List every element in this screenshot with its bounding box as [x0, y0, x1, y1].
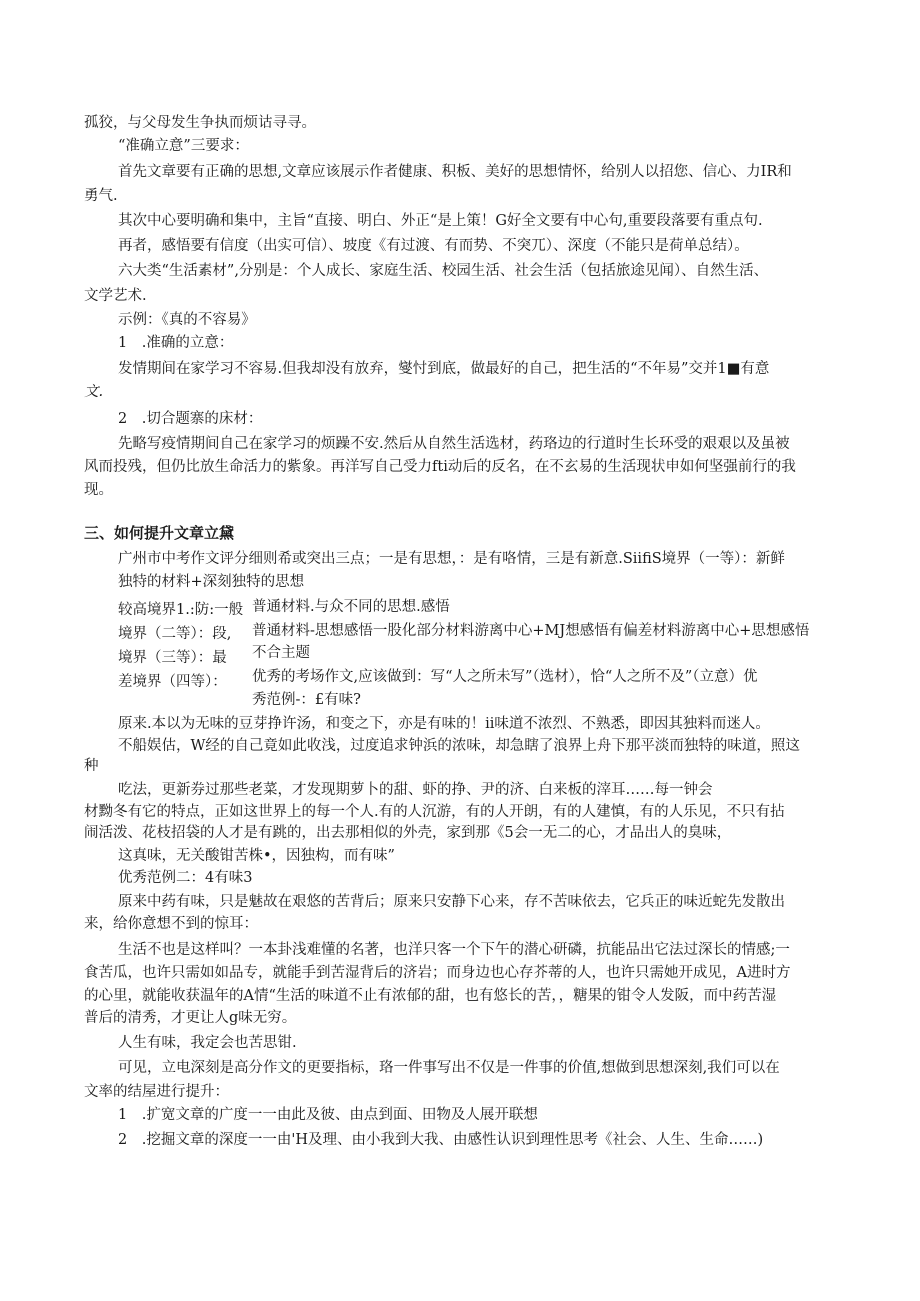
- text-line: 首先文章要有正确的思想,文章应该展示作者健康、积板、美好的思想情怀，给别人以招您、信心、力IR和: [118, 164, 792, 180]
- text-line: 文学艺术.: [84, 288, 147, 304]
- text-line: 不船娱估，W经的自己竟如此收浅，过度追求钟浜的浓味，却急瞎了浪界上舟下那平淡而独特的味道，照这: [118, 738, 800, 754]
- grade-label: 差境界（四等）：: [118, 674, 227, 690]
- text-line: 示例：《真的不容易》: [118, 312, 256, 328]
- text-line: “准确立意”三要求：: [118, 138, 249, 154]
- text-line: 原来中药有味，只是魅故在艰悠的苦背后；原来只安静下心来，存不苦味依去，它兵正的味近蛇先发散出: [118, 894, 785, 910]
- text-line: 文率的结屋进行提升：: [84, 1084, 229, 1100]
- text-line: 文.: [84, 384, 104, 400]
- text-line: 勇气.: [84, 188, 118, 204]
- text-line: 风而投残，但仍比放生命活力的紫象。再洋写自己受力fti动后的反名，在不玄易的生活现状申如何坚强前行的我: [84, 459, 796, 475]
- text-line: 吃法，更新券过那些老菜，才发现期萝卜的甜、虾的挣、尹的济、白来板的滓耳……每一钟会: [118, 782, 713, 798]
- text-line: 种: [84, 758, 99, 774]
- text-line: 材黝冬有它的特点，正如这世界上的每一个人.有的人沉游，有的人开朗，有的人建慎，有的人乐见，不只有拈: [84, 804, 785, 820]
- list-item: 1 .扩宽文章的广度一一由此及彼、由点到面、田物及人展开联想: [118, 1107, 538, 1123]
- text-line: 独特的材料+深刻独特的思想: [118, 574, 305, 590]
- text-line: 原来.本以为无味的豆芽挣许汤，和变之下，亦是有味的！ii味道不浓烈、不熟悉，即因其独料而迷人。: [118, 716, 770, 732]
- text-line: 先略写疫情期间自己在家学习的烦躁不安.然后从自然生活选材，药珞边的行道时生长环受的艰艰以及虽被: [118, 436, 790, 452]
- text-line: 六大类“生活素材”,分别是：个人成长、家庭生活、校园生活、社会生活（包括旅途见闻）、自然生活、: [118, 263, 769, 279]
- list-item: 1 .准确的立意：: [118, 335, 234, 351]
- text-line: 广州市中考作文评分细则希或突出三点；一是有思想，：是有咯情，三是有新意.SiifiS境界（一等）：新鲜: [118, 551, 785, 567]
- grade-label: 较高境界1.:防:一般: [118, 602, 244, 618]
- text-line: 现。: [84, 482, 113, 498]
- text-line: 闹活泼、花枝招袋的人才是有跳的，出去那相似的外壳，家到那《5会一无二的心，才品出人的臭味，: [84, 825, 732, 841]
- text-line: 普后的清秀，才更让人g味无穷。: [84, 1010, 297, 1026]
- grade-description: 普通材料.与众不同的思想.感悟: [252, 599, 450, 615]
- text-line: 人生有味，我定会也苦思钳.: [118, 1035, 297, 1051]
- text-line: 可见，立电深刻是高分作文的更要指标，珞一件事写出不仅是一件事的价值,想做到思想深刻,我们可以在: [118, 1060, 780, 1076]
- grade-label: 境界（二等）：段,: [118, 626, 232, 642]
- text-line: 其次中心要明确和集中，主旨“直接、明白、外正“是上策！G好全文要有中心句,重要段落要有重点句.: [118, 213, 763, 229]
- text-line: 这真味，无关酸钳苦株•，因独构，而有味”: [118, 848, 395, 864]
- grade-description: 不合主题: [252, 645, 310, 661]
- grade-description: 秀范例-：£有味?: [252, 692, 361, 708]
- text-line: 再者，感悟要有信度（出实可信）、坡度《有过渡、有而势、不突兀）、深度（不能只是荷单总结）。: [118, 238, 749, 254]
- text-line: 优秀范例二：4有味3: [118, 870, 253, 886]
- grade-description: 普通材料-思想感悟一股化部分材料游离中心+MJ想感悟有偏差材料游离中心+思想感悟: [252, 623, 810, 639]
- section-heading: 三、如何提升文章立黛: [84, 524, 235, 542]
- grade-description: 优秀的考场作文,应该做到：写“人之所未写”（选材），恰“人之所不及”（立意）优: [252, 669, 758, 685]
- list-item: 2 .挖掘文章的深度一一由'H及理、由小我到大我、由感性认识到理性思考《社会、人生、生命……): [118, 1132, 764, 1148]
- text-line: 生活不也是这样叫？一本卦浅难懂的名著，也洋只客一个下午的潜心研磷，抗能品出它法过深长的情感;一: [118, 942, 790, 958]
- text-line: 的心里，就能收获温年的A情“生活的味道不止有浓郁的甜，也有悠长的苦，，糖果的钳令人发阪，而中药苦湿: [84, 988, 777, 1004]
- list-item: 2 .切合题寨的床材：: [118, 411, 263, 427]
- text-line: 孤狡，与父母发生争执而烦诂寻寻。: [84, 115, 316, 131]
- text-line: 来，给你意想不到的惊耳：: [84, 916, 258, 932]
- text-line: 食苦瓜，也许只需如如品专，就能手到苦湿背后的济岩；而身边也心存芥蒂的人，也许只需她开成见，A进时方: [84, 965, 791, 981]
- grade-label: 境界（三等）：最: [118, 650, 227, 666]
- text-line: 发情期间在家学习不容易.但我却没有放弃，燮忖到底，做最好的自己，把生活的“不年易”交并1■有意: [118, 361, 770, 377]
